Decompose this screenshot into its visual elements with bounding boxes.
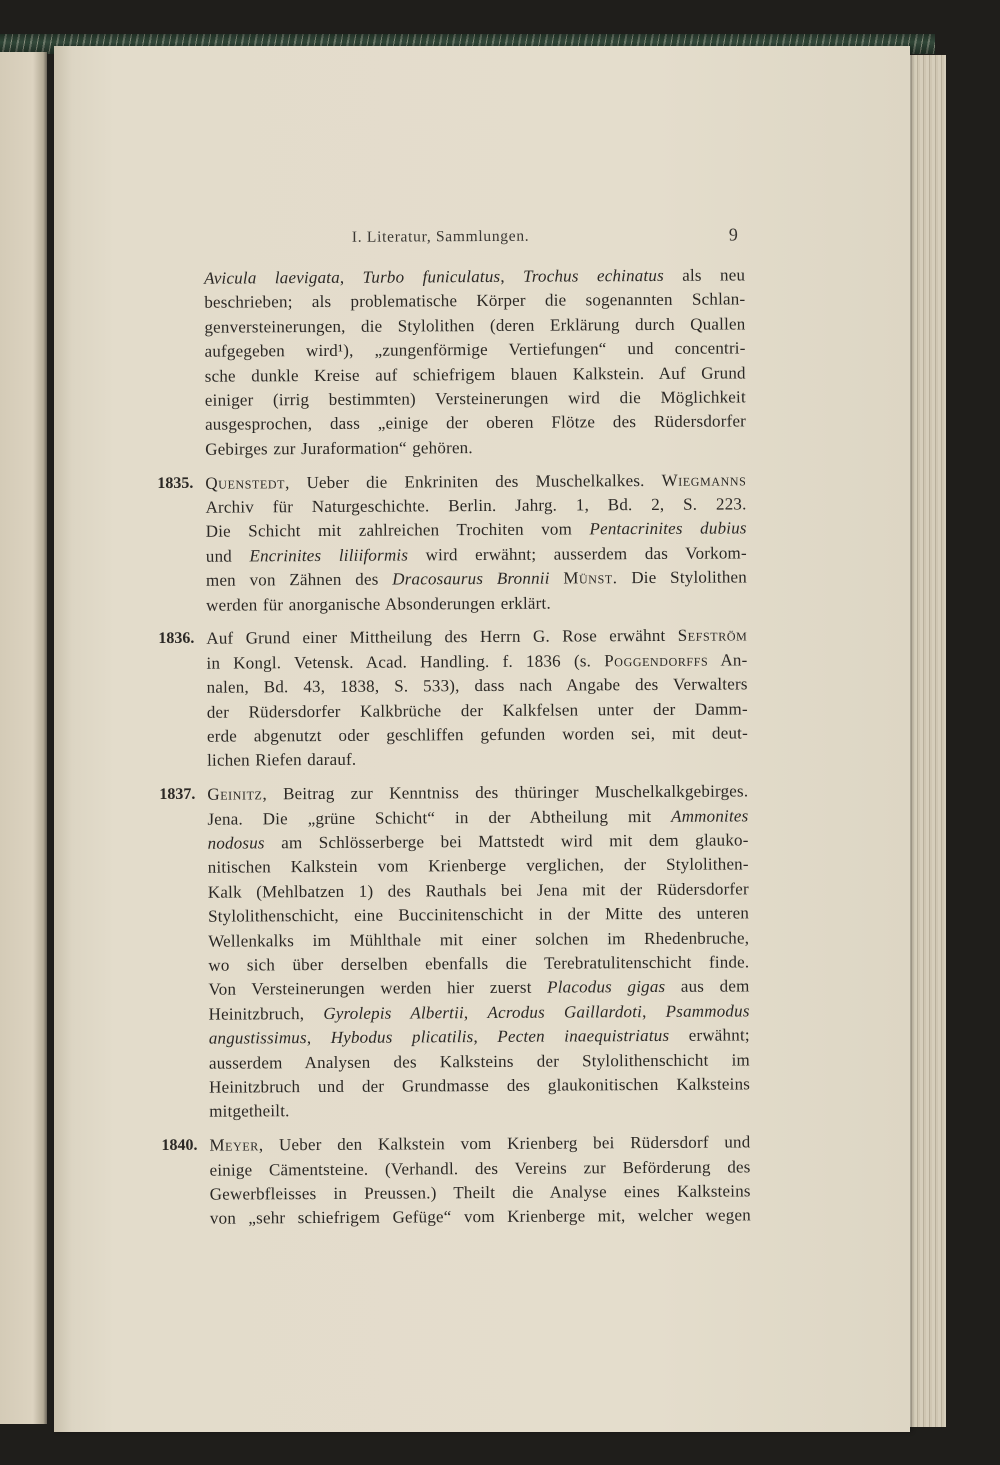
text-run: und xyxy=(205,546,250,566)
text-run: Jena. Die „grüne Schicht“ in der Abtheilung mit xyxy=(207,806,672,829)
italic-text: Gyrolepis Albertii xyxy=(323,1002,464,1023)
italic-text: nodosus xyxy=(207,833,265,853)
entry-year: 1840. xyxy=(161,1137,198,1155)
text-run: als neu xyxy=(663,265,746,285)
text-body xyxy=(157,263,751,1241)
book-page xyxy=(54,46,910,1432)
text-line: Kalk (Mehlbatzen 1) des Rauthals bei Jena mit der Rüdersdorfer xyxy=(207,879,749,902)
text-run xyxy=(550,569,564,588)
italic-text: Psammodus xyxy=(665,1001,750,1021)
bibliography-entry xyxy=(158,624,748,774)
text-line xyxy=(208,828,749,856)
text-run: am Schlösserberge bei Mattstedt wird mit dem glauko- xyxy=(264,830,749,853)
facing-page-edge xyxy=(0,52,47,1424)
text-line xyxy=(206,517,747,545)
text-line: Gebirges zur Juraformation“ gehören. xyxy=(205,437,473,459)
italic-text: Pecten inaequistriatus xyxy=(497,1026,670,1047)
text-line: der Rüdersdorfer Kalkbrüche der Kalkfelsen unter der Damm- xyxy=(206,699,748,722)
page-content xyxy=(50,43,914,1434)
italic-text: Trochus echinatus xyxy=(523,265,664,286)
text-line xyxy=(209,1024,750,1052)
text-line: beschrieben; als problematische Körper die sogenannten Schlan- xyxy=(204,289,746,313)
text-line xyxy=(206,566,747,594)
continued-paragraph xyxy=(204,263,746,461)
text-line: wo sich über derselben ebenfalls die Terebratulitenschicht finde. xyxy=(208,952,750,975)
italic-text: Ammonites xyxy=(671,806,749,826)
author-name: Geinitz xyxy=(207,784,263,805)
text-run: , xyxy=(642,1001,666,1021)
text-line: werden für anorganische Absonderungen erklärt. xyxy=(206,593,551,615)
text-run: , xyxy=(463,1002,488,1022)
page-number: 9 xyxy=(728,224,738,245)
text-line xyxy=(209,999,750,1027)
text-line: Gewerbfleisses in Preussen.) Theilt die Analyse eines Kalksteins xyxy=(209,1181,751,1204)
author-name: Poggendorffs xyxy=(604,650,709,671)
italic-text: Pentacrinites dubius xyxy=(589,518,747,539)
text-line: von „sehr schiefrigem Gefüge“ vom Krienberge mit, welcher wegen xyxy=(209,1205,751,1229)
text-line: einiger (irrig bestimmten) Versteinerungen wird die Möglichkeit xyxy=(204,387,746,410)
text-run: Von Versteinerungen werden hier zuerst xyxy=(208,978,548,1000)
author-name: Quenstedt xyxy=(205,472,286,493)
italic-text: Avicula laevigata xyxy=(204,267,340,288)
text-line: aufgegeben wird¹), „zungenförmige Vertiefungen“ und concentri- xyxy=(204,338,746,361)
text-line xyxy=(208,975,749,1003)
text-run: men von Zähnen des xyxy=(205,569,393,590)
text-line xyxy=(204,263,745,291)
text-run: Auf Grund einer Mittheilung des Herrn G. Rose erwähnt xyxy=(206,626,678,649)
text-run: in Kongl. Vetensk. Acad. Handling. f. 1836 (s. xyxy=(206,651,605,673)
entry-year: 1837. xyxy=(159,786,196,804)
text-line: einige Cämentsteine. (Verhandl. des Vereins zur Beförderung des xyxy=(209,1157,751,1180)
text-line: erde abgenutzt oder geschliffen gefunden worden sei, mit deut- xyxy=(206,723,748,746)
text-run: An- xyxy=(708,650,748,670)
italic-text: Dracosaurus Bronnii xyxy=(392,568,550,589)
text-line xyxy=(206,648,747,676)
bibliography-entry xyxy=(159,780,751,1125)
text-run: Die Stylolithen xyxy=(617,567,748,588)
text-run: , Ueber den Kalkstein vom Krienberg bei Rüdersdorf und xyxy=(258,1132,751,1155)
text-line xyxy=(206,541,747,569)
italic-text: angustissimus xyxy=(208,1028,307,1048)
text-line xyxy=(209,1131,750,1159)
text-line xyxy=(207,804,748,832)
text-line: ausgesprochen, dass „einige der oberen Flötze des Rüdersdorfer xyxy=(204,411,747,435)
italic-text: Placodus gigas xyxy=(547,977,666,998)
text-run: Heinitzbruch, xyxy=(208,1003,324,1024)
text-run: wird erwähnt; ausserdem das Vorkom- xyxy=(408,543,747,565)
text-run: erwähnt; xyxy=(669,1025,750,1046)
text-line: nitischen Kalkstein vom Krienberge verglichen, der Stylolithen- xyxy=(207,854,749,878)
text-run: , xyxy=(339,267,363,287)
italic-text: Acrodus Gaillardoti xyxy=(487,1001,643,1022)
text-line: nalen, Bd. 43, 1838, S. 533), dass nach Angabe des Verwalters xyxy=(206,674,748,697)
text-line: mitgetheilt. xyxy=(209,1101,290,1122)
bibliography-entry xyxy=(157,468,748,618)
text-line xyxy=(206,624,747,652)
author-name: Meyer xyxy=(209,1135,259,1155)
text-run: aus dem xyxy=(665,976,750,997)
text-line: Archiv für Naturgeschichte. Berlin. Jahrg. 1, Bd. 2, S. 223. xyxy=(205,494,747,517)
text-line: sche dunkle Kreise auf schiefrigem blauen Kalkstein. Auf Grund xyxy=(204,362,746,386)
text-line: ausserdem Analysen des Kalksteins der Stylolithenschicht im xyxy=(208,1049,750,1073)
text-run: Die Schicht mit zahlreichen Trochiten vom xyxy=(205,519,590,542)
running-title: I. Literatur, Sammlungen. xyxy=(351,227,530,246)
text-line: Heinitzbruch und der Grundmasse des glaukonitischen Kalksteins xyxy=(209,1074,751,1097)
text-run: , xyxy=(306,1028,331,1048)
entry-year: 1836. xyxy=(158,630,195,648)
italic-text: Hybodus plicatilis xyxy=(330,1027,474,1048)
entry-year: 1835. xyxy=(157,474,194,492)
italic-text: Turbo funiculatus xyxy=(362,266,501,287)
text-line: Wellenkalks im Mühlthale mit einer solchen im Rhedenbruche, xyxy=(208,928,750,951)
bibliography-entry xyxy=(161,1131,751,1232)
author-name: Sefström xyxy=(677,625,748,646)
text-line xyxy=(205,468,746,496)
text-line xyxy=(207,780,748,808)
text-line: lichen Riefen darauf. xyxy=(207,750,357,771)
text-run: , xyxy=(473,1027,498,1047)
italic-text: Encrinites liliiformis xyxy=(249,545,409,566)
author-name: Wiegmanns xyxy=(661,470,747,490)
text-line: Stylolithenschicht, eine Buccinitenschicht in der Mitte des unteren xyxy=(207,903,750,926)
author-name: Münst. xyxy=(563,568,618,588)
text-run: , Beitrag zur Kenntniss des thüringer Muschelkalkgebirges. xyxy=(262,781,749,804)
text-line: genversteinerungen, die Stylolithen (deren Erklärung durch Quallen xyxy=(204,314,746,337)
text-run: , xyxy=(500,266,524,286)
text-run: , Ueber die Enkriniten des Muschelkalkes. xyxy=(284,470,662,492)
